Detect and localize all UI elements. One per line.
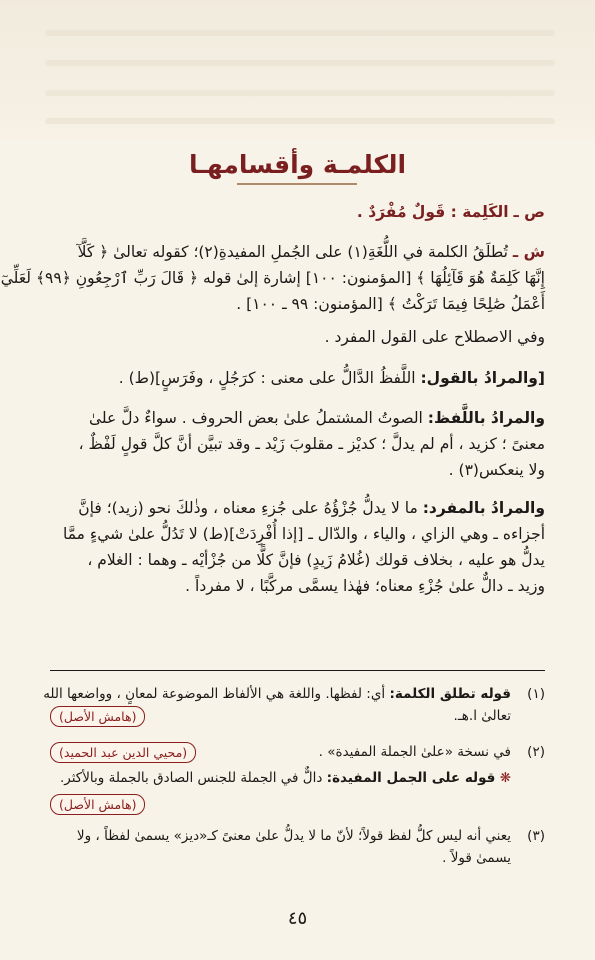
text-line-12: وزيد ـ دالٌّ علىٰ جُزْءِ معناه؛ فهٰذا يسمَّى مركَّبًا ، لا مفرداً . (185, 577, 545, 595)
footnote-number: (١) (527, 686, 545, 702)
footnote-bold: قوله على الجمل المفيدة: (326, 770, 496, 786)
term-lafz: والمرادُ باللَّفظ: (427, 409, 545, 427)
commentary-label: ش ـ (512, 243, 545, 261)
footnote-number: (٢) (527, 744, 545, 760)
term-qawl: [والمرادُ بالقول: (420, 369, 545, 387)
chapter-heading: الكلمـة وأقسامهـا (188, 150, 407, 179)
footnote-source-badge: (محيي الدين عبد الحميد) (50, 742, 196, 763)
footnote-1-cont: تعالىٰ ا.هـ. (453, 708, 511, 724)
footnote-text: يعني أنه ليس كلُّ لفظ قولاً؛ لأنّ ما لا يدلُّ علىٰ معنىً كـ«ديز» يسمىٰ لفظاً ، ولا (76, 828, 511, 844)
text-line-9 (50, 496, 545, 520)
footnote-text: دالٌّ في الجملة للجنس الصادق بالجملة وبالأكثر. (59, 770, 327, 786)
text-6b: الصوتُ المشتملُ علىٰ بعض الحروف . سواءٌ دلَّ علىٰ (88, 409, 428, 427)
text-line-8: ولا ينعكس(٣) . (448, 461, 545, 479)
text-line-6 (50, 406, 545, 430)
footnote-number: (٣) (527, 828, 545, 844)
text-line-7: معنىً ؛ كزيد ، أم لم يدلَّ ؛ كديْز ـ مقلوبَ زَيْد ـ وقد تبيَّن أنَّ كلَّ قولٍ لَفْظٌ ، (78, 435, 545, 453)
term-mufrad: والمرادُ بالمفرد: (422, 499, 545, 517)
footnote-star (50, 768, 511, 789)
text-line-3: أَعْمَلُ صَٰلِحًا فِيمَا تَرَكْتُ ﴾ [المؤمنون: ٩٩ ـ ١٠٠] . (236, 295, 545, 313)
text-line-5 (50, 366, 545, 390)
asterisk-icon: ❋ (499, 770, 511, 786)
footnote-3-cont: يسمىٰ قولاً . (442, 850, 511, 866)
text-9b: ما لا يدلُّ جُزْؤُهُ على جُزءِ معناه ، وذٰلكَ نحو (زيد)؛ فإنَّ (78, 499, 423, 517)
footnote-bold: قوله تطلق الكلمة: (389, 686, 511, 702)
text-5b: اللَّفظُ الدَّالُّ على معنى : كرَجُلٍ ، وفَرَسٍ](ط) . (118, 369, 421, 387)
text-1c: (١) على الجُملِ المفيدةِ(٢)؛ كقوله تعالىٰ ﴿ كَلَّآ (77, 243, 368, 261)
footnote-text: أي: لفظها. واللغة هي الألفاظ الموضوعة لمعانٍ ، وواضعها الله (43, 686, 390, 702)
footnote-3 (50, 826, 545, 847)
text-line-1 (50, 240, 545, 264)
text-line-11: يدلُّ هو عليه ، بخلاف قولك (غُلامُ زَيدٍ) فإنَّ كلًّا من جُزْأيْه ـ وهما : الغلام ، (87, 551, 545, 569)
text-line-2: إِنَّهَا كَلِمَةٌ هُوَ قَآئِلُهَا ﴾ [المؤمنون: ١٠٠] إشارة إلىٰ قوله ﴿ قَالَ رَبِّ ٱرْجِعُونِ ﴿٩٩﴾ لَعَلِّيٓ (0, 269, 545, 287)
footnote-text: في نسخة «علىٰ الجملة المفيدة» . (318, 744, 511, 760)
footnote-source-badge: (هامش الأصل) (50, 706, 145, 727)
text-line-4: وفي الاصطلاح على القول المفرد . (324, 328, 545, 346)
page-number: ٤٥ (287, 908, 308, 929)
section-text: الكَلِمة : قَولٌ مُفْرَدٌ . (356, 203, 509, 221)
footnote-1 (43, 684, 545, 705)
footnote-separator (50, 670, 545, 671)
text-line-10: أجزاءه ـ وهي الزاي ، والياء ، والدّال ـ [إذا أُفْرِدَتْ](ط) لا تَدُلُّ علىٰ شيءٍ ممَّا (63, 525, 545, 543)
text-1b: تُطلَقُ الكلمة في اللُّغَةِ (367, 243, 508, 261)
section-label: ص ـ (513, 203, 545, 221)
footnote-source-badge: (هامش الأصل) (50, 794, 145, 815)
section-line (50, 200, 545, 224)
heading-underline (237, 183, 357, 185)
